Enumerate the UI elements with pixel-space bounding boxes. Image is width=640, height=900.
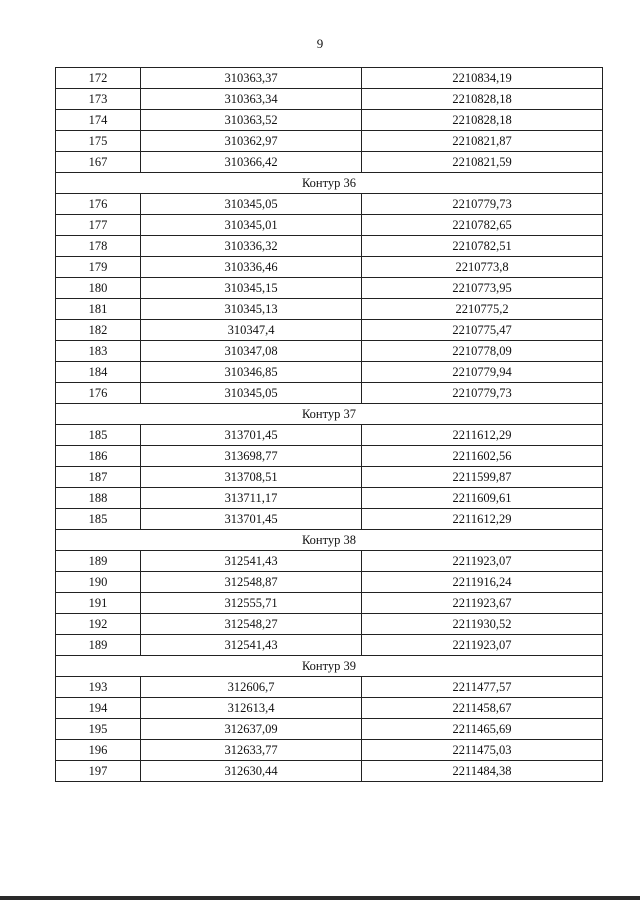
- y-coordinate-cell: 2210775,2: [362, 299, 603, 320]
- x-coordinate-cell: 310347,08: [141, 341, 362, 362]
- point-number-cell: 183: [56, 341, 141, 362]
- y-coordinate-cell: 2211612,29: [362, 425, 603, 446]
- y-coordinate-cell: 2210821,59: [362, 152, 603, 173]
- point-number-cell: 197: [56, 761, 141, 782]
- y-coordinate-cell: 2211484,38: [362, 761, 603, 782]
- point-number-cell: 189: [56, 635, 141, 656]
- x-coordinate-cell: 310345,13: [141, 299, 362, 320]
- x-coordinate-cell: 312630,44: [141, 761, 362, 782]
- x-coordinate-cell: 312637,09: [141, 719, 362, 740]
- point-number-cell: 192: [56, 614, 141, 635]
- section-row: [56, 173, 603, 194]
- y-coordinate-cell: 2210779,94: [362, 362, 603, 383]
- table-row: [56, 446, 603, 467]
- y-coordinate-cell: 2211458,67: [362, 698, 603, 719]
- table-row: [56, 719, 603, 740]
- point-number-cell: 193: [56, 677, 141, 698]
- table-row: [56, 299, 603, 320]
- point-number-cell: 184: [56, 362, 141, 383]
- x-coordinate-cell: 312541,43: [141, 635, 362, 656]
- table-row: [56, 194, 603, 215]
- table-row: [56, 740, 603, 761]
- table-row: [56, 551, 603, 572]
- point-number-cell: 188: [56, 488, 141, 509]
- table-row: [56, 593, 603, 614]
- point-number-cell: 176: [56, 383, 141, 404]
- point-number-cell: 189: [56, 551, 141, 572]
- point-number-cell: 194: [56, 698, 141, 719]
- section-row: [56, 404, 603, 425]
- x-coordinate-cell: 312633,77: [141, 740, 362, 761]
- point-number-cell: 175: [56, 131, 141, 152]
- point-number-cell: 196: [56, 740, 141, 761]
- table-row: [56, 425, 603, 446]
- x-coordinate-cell: 310345,05: [141, 383, 362, 404]
- point-number-cell: 195: [56, 719, 141, 740]
- y-coordinate-cell: 2211916,24: [362, 572, 603, 593]
- section-title: Контур 37: [56, 404, 603, 425]
- point-number-cell: 177: [56, 215, 141, 236]
- point-number-cell: 174: [56, 110, 141, 131]
- table-row: [56, 677, 603, 698]
- y-coordinate-cell: 2211609,61: [362, 488, 603, 509]
- y-coordinate-cell: 2210778,09: [362, 341, 603, 362]
- x-coordinate-cell: 310366,42: [141, 152, 362, 173]
- y-coordinate-cell: 2211465,69: [362, 719, 603, 740]
- table-row: [56, 635, 603, 656]
- x-coordinate-cell: 310336,32: [141, 236, 362, 257]
- x-coordinate-cell: 312613,4: [141, 698, 362, 719]
- x-coordinate-cell: 310336,46: [141, 257, 362, 278]
- table-row: [56, 341, 603, 362]
- point-number-cell: 178: [56, 236, 141, 257]
- section-row: [56, 530, 603, 551]
- table-row: [56, 614, 603, 635]
- table-row: [56, 278, 603, 299]
- point-number-cell: 182: [56, 320, 141, 341]
- y-coordinate-cell: 2211923,07: [362, 635, 603, 656]
- x-coordinate-cell: 310345,01: [141, 215, 362, 236]
- x-coordinate-cell: 313708,51: [141, 467, 362, 488]
- y-coordinate-cell: 2210779,73: [362, 194, 603, 215]
- point-number-cell: 179: [56, 257, 141, 278]
- table-row: [56, 383, 603, 404]
- y-coordinate-cell: 2210828,18: [362, 89, 603, 110]
- point-number-cell: 187: [56, 467, 141, 488]
- table-row: [56, 509, 603, 530]
- table-row: [56, 131, 603, 152]
- point-number-cell: 191: [56, 593, 141, 614]
- table-row: [56, 68, 603, 89]
- table-row: [56, 572, 603, 593]
- x-coordinate-cell: 312548,87: [141, 572, 362, 593]
- coordinates-table: [55, 67, 603, 782]
- y-coordinate-cell: 2211475,03: [362, 740, 603, 761]
- table-row: [56, 467, 603, 488]
- x-coordinate-cell: 313711,17: [141, 488, 362, 509]
- point-number-cell: 185: [56, 509, 141, 530]
- x-coordinate-cell: 310347,4: [141, 320, 362, 341]
- point-number-cell: 172: [56, 68, 141, 89]
- y-coordinate-cell: 2210775,47: [362, 320, 603, 341]
- y-coordinate-cell: 2211923,07: [362, 551, 603, 572]
- point-number-cell: 190: [56, 572, 141, 593]
- point-number-cell: 181: [56, 299, 141, 320]
- x-coordinate-cell: 313698,77: [141, 446, 362, 467]
- section-row: [56, 656, 603, 677]
- x-coordinate-cell: 312548,27: [141, 614, 362, 635]
- y-coordinate-cell: 2210821,87: [362, 131, 603, 152]
- point-number-cell: 167: [56, 152, 141, 173]
- y-coordinate-cell: 2211930,52: [362, 614, 603, 635]
- y-coordinate-cell: 2210773,8: [362, 257, 603, 278]
- x-coordinate-cell: 310363,34: [141, 89, 362, 110]
- y-coordinate-cell: 2211923,67: [362, 593, 603, 614]
- y-coordinate-cell: 2211612,29: [362, 509, 603, 530]
- table-row: [56, 257, 603, 278]
- y-coordinate-cell: 2210779,73: [362, 383, 603, 404]
- scan-bottom-edge: [0, 896, 640, 900]
- table-row: [56, 215, 603, 236]
- y-coordinate-cell: 2210782,51: [362, 236, 603, 257]
- table-row: [56, 488, 603, 509]
- x-coordinate-cell: 312606,7: [141, 677, 362, 698]
- table-row: [56, 698, 603, 719]
- x-coordinate-cell: 310363,52: [141, 110, 362, 131]
- x-coordinate-cell: 310345,15: [141, 278, 362, 299]
- x-coordinate-cell: 313701,45: [141, 509, 362, 530]
- x-coordinate-cell: 310345,05: [141, 194, 362, 215]
- y-coordinate-cell: 2211602,56: [362, 446, 603, 467]
- y-coordinate-cell: 2210782,65: [362, 215, 603, 236]
- section-title: Контур 36: [56, 173, 603, 194]
- page-number: 9: [316, 36, 324, 51]
- x-coordinate-cell: 310363,37: [141, 68, 362, 89]
- point-number-cell: 185: [56, 425, 141, 446]
- point-number-cell: 186: [56, 446, 141, 467]
- point-number-cell: 180: [56, 278, 141, 299]
- y-coordinate-cell: 2210828,18: [362, 110, 603, 131]
- y-coordinate-cell: 2211599,87: [362, 467, 603, 488]
- table-row: [56, 236, 603, 257]
- point-number-cell: 176: [56, 194, 141, 215]
- table-row: [56, 110, 603, 131]
- x-coordinate-cell: 312541,43: [141, 551, 362, 572]
- y-coordinate-cell: 2211477,57: [362, 677, 603, 698]
- y-coordinate-cell: 2210773,95: [362, 278, 603, 299]
- x-coordinate-cell: 310346,85: [141, 362, 362, 383]
- table-row: [56, 362, 603, 383]
- y-coordinate-cell: 2210834,19: [362, 68, 603, 89]
- table-row: [56, 152, 603, 173]
- table-row: [56, 320, 603, 341]
- point-number-cell: 173: [56, 89, 141, 110]
- x-coordinate-cell: 310362,97: [141, 131, 362, 152]
- table-row: [56, 761, 603, 782]
- coordinates-table-body: [56, 68, 603, 782]
- section-title: Контур 39: [56, 656, 603, 677]
- x-coordinate-cell: 313701,45: [141, 425, 362, 446]
- table-row: [56, 89, 603, 110]
- x-coordinate-cell: 312555,71: [141, 593, 362, 614]
- section-title: Контур 38: [56, 530, 603, 551]
